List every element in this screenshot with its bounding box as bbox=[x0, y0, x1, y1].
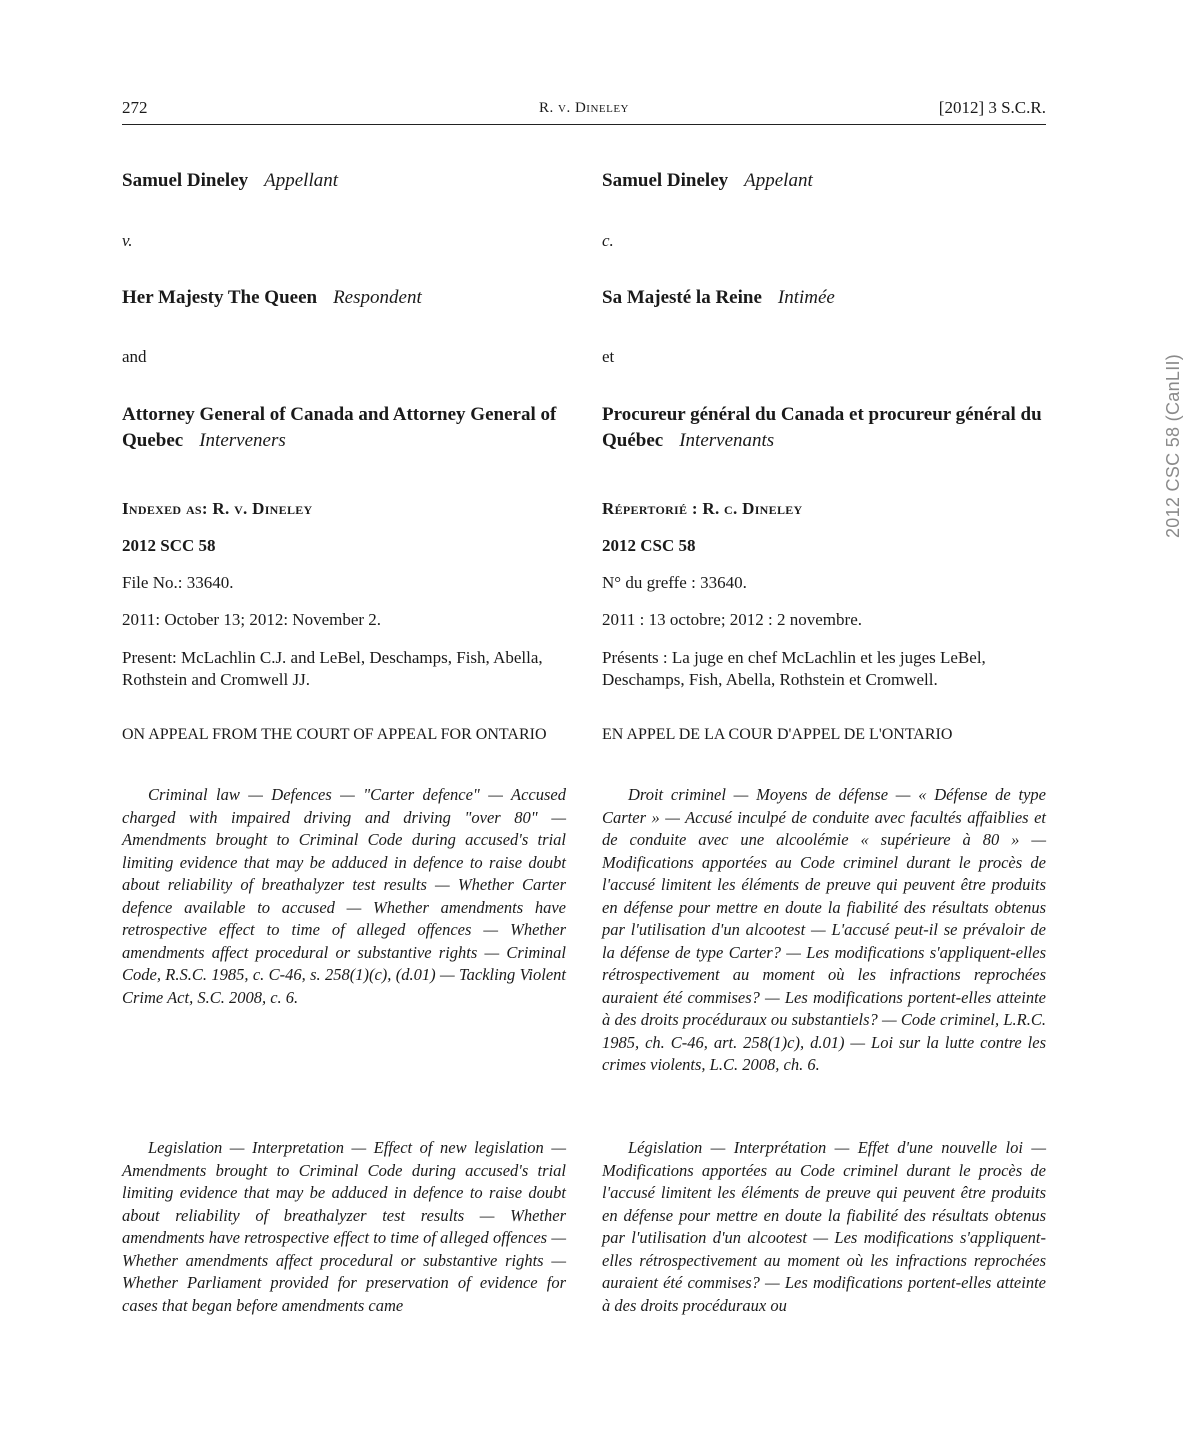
interveners-role-fr: Intervenants bbox=[679, 430, 775, 451]
appellant-role: Appellant bbox=[264, 170, 339, 191]
interveners-name-fr: Procureur général du Canada et procureur général du Québec bbox=[602, 404, 1042, 451]
respondent-role-fr: Intimée bbox=[777, 287, 835, 308]
versus: v. bbox=[122, 231, 133, 250]
hearing-dates: 2011: October 13; 2012: November 2. bbox=[122, 610, 382, 629]
canlii-watermark: 2012 CSC 58 (CanLII) bbox=[1163, 353, 1183, 538]
headnote-paragraph-1-fr: Droit criminel — Moyens de défense — « Défense de type Carter » — Accusé inculpé de conduite avec facultés affaiblies et de conduite avec une alcoolémie « supérieure à 80 » — Modifications apportées au Code criminel durant le procès de l'accusé limitent les éléments de preuve qui peuvent être produits en défense pour mettre en doute la fiabilité des résultats obtenus par l'utilisation d'un alcootest — L'accusé peut-il se prévaloir de la défense de type Carter? — Les modifications s'appliquent-elles rétrospectivement au moment où les infractions reprochées auraient été commises? — Les modifications portent-elles atteinte à des droits procéduraux ou substantiels? — Code criminel, L.R.C. 1985, ch. C-46, art. 258(1)c), d.01) — Loi sur la lutte contre les crimes violents, L.C. 2008, ch. 6. bbox=[602, 785, 1046, 1074]
reporter-citation: [2012] 3 S.C.R. bbox=[938, 98, 1046, 117]
appellant-line bbox=[122, 168, 566, 194]
headnote-paragraph-2: Legislation — Interpretation — Effect of new legislation — Amendments brought to Criminal Code during accused's trial limiting evidence that may be adduced in defence to raise doubt about reliability of breathalyzer test results — Whether amendments have retrospective effect to time of alleged offences — Whether amendments affect procedural or substantive rights — Whether Parliament provided for preservation of evidence for cases that began before amendments came bbox=[122, 1138, 566, 1315]
page-number: 272 bbox=[122, 98, 148, 117]
interveners-role: Interveners bbox=[199, 430, 286, 451]
respondent-role: Respondent bbox=[333, 287, 422, 308]
respondent-line bbox=[122, 285, 566, 311]
appellant-name-fr: Samuel Dineley bbox=[602, 170, 729, 191]
file-number: File No.: 33640. bbox=[122, 573, 234, 592]
appellant-role-fr: Appelant bbox=[744, 170, 813, 191]
respondent-line-fr bbox=[602, 285, 1046, 311]
interveners-name: Attorney General of Canada and Attorney General of Quebec bbox=[122, 404, 557, 451]
respondent-name-fr: Sa Majesté la Reine bbox=[602, 287, 762, 308]
indexed-as: Indexed as: R. v. Dineley bbox=[122, 499, 313, 518]
neutral-citation: 2012 SCC 58 bbox=[122, 536, 216, 555]
appeal-from-fr: EN APPEL DE LA COUR D'APPEL DE L'ONTARIO bbox=[602, 726, 953, 743]
headnote-paragraph-1: Criminal law — Defences — "Carter defence" — Accused charged with impaired driving and driving "over 80" — Amendments brought to Criminal Code during accused's trial limiting evidence that may be adduced in defence to raise doubt about reliability of breathalyzer test results — Whether Carter defence available to accused — Whether amendments have retrospective effect to time of alleged offences — Whether amendments affect procedural or substantive rights — Criminal Code, R.S.C. 1985, c. C-46, s. 258(1)(c), (d.01) — Tackling Violent Crime Act, S.C. 2008, c. 6. bbox=[122, 785, 566, 1007]
file-number-fr: N° du greffe : 33640. bbox=[602, 573, 747, 592]
neutral-citation-fr: 2012 CSC 58 bbox=[602, 536, 696, 555]
interveners-line-fr bbox=[602, 402, 1046, 454]
interveners-line bbox=[122, 402, 566, 454]
versus-fr: c. bbox=[602, 231, 614, 250]
judges-present: Present: McLachlin C.J. and LeBel, Deschamps, Fish, Abella, Rothstein and Cromwell JJ. bbox=[122, 648, 543, 689]
running-header bbox=[122, 98, 1046, 125]
judges-present-fr: Présents : La juge en chef McLachlin et les juges LeBel, Deschamps, Fish, Abella, Rothstein et Cromwell. bbox=[602, 648, 986, 689]
appellant-name: Samuel Dineley bbox=[122, 170, 249, 191]
conjunction: and bbox=[122, 347, 147, 366]
indexed-as-fr: Répertorié : R. c. Dineley bbox=[602, 499, 803, 518]
appeal-from: ON APPEAL FROM THE COURT OF APPEAL FOR ONTARIO bbox=[122, 726, 547, 743]
hearing-dates-fr: 2011 : 13 octobre; 2012 : 2 novembre. bbox=[602, 610, 862, 629]
headnote-paragraph-2-fr: Législation — Interprétation — Effet d'une nouvelle loi — Modifications apportées au Code criminel durant le procès de l'accusé limitent les éléments de preuve qui peuvent être produits en défense pour mettre en doute la fiabilité des résultats obtenus par l'utilisation d'un alcootest — Les modifications s'appliquent-elles rétrospectivement au moment où les infractions reprochées auraient été commises? — Les modifications portent-elles atteinte à des droits procéduraux ou bbox=[602, 1138, 1046, 1315]
conjunction-fr: et bbox=[602, 347, 615, 366]
appellant-line-fr bbox=[602, 168, 1046, 194]
case-running-title: R. v. Dineley bbox=[539, 100, 629, 116]
respondent-name: Her Majesty The Queen bbox=[122, 287, 318, 308]
